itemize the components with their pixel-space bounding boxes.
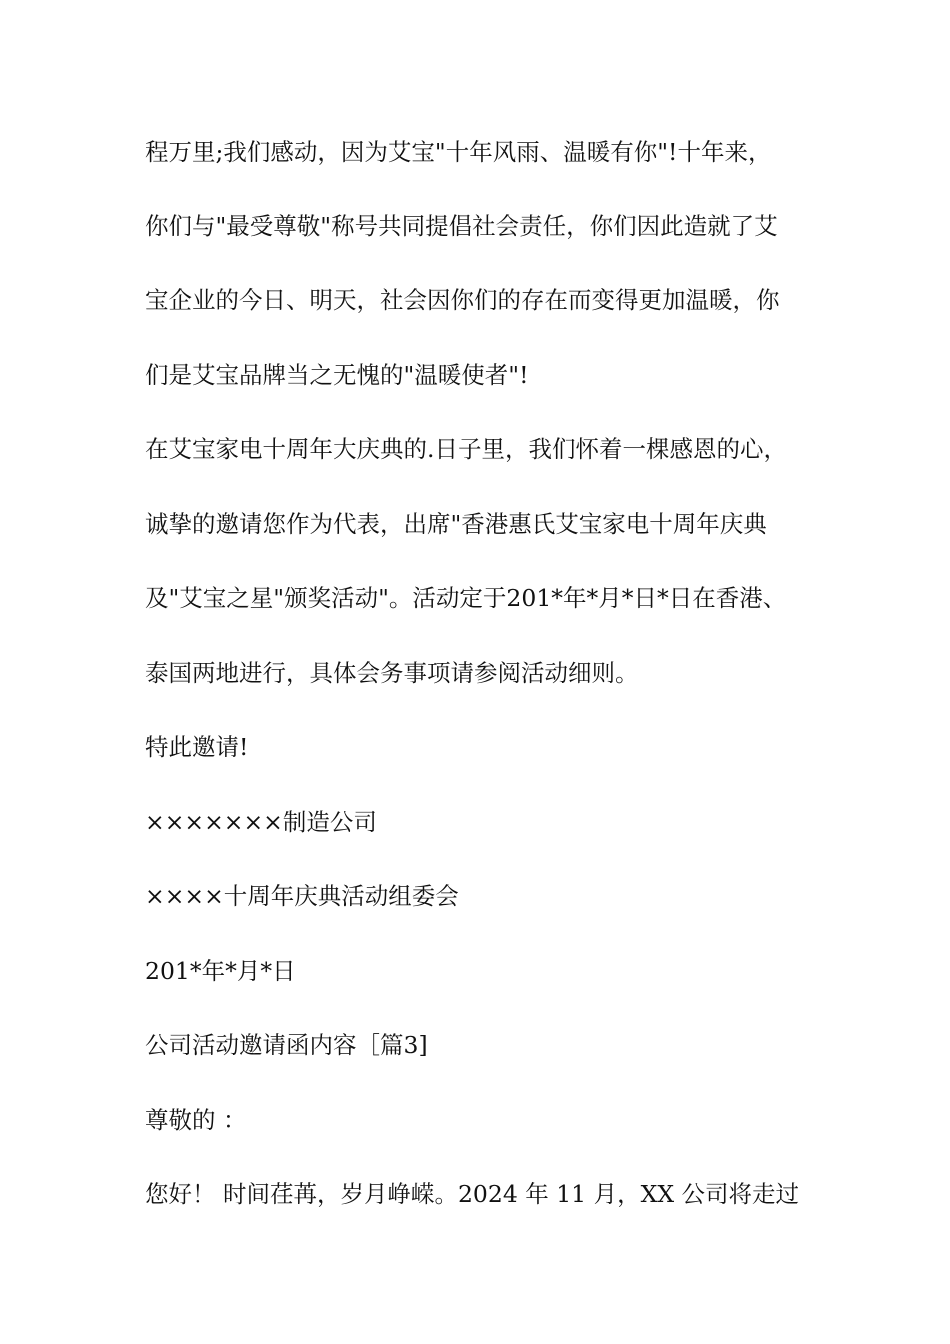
text-line: 泰国两地进行，具体会务事项请参阅活动细则。 [145, 659, 639, 687]
text-line: 们是艾宝品牌当之无愧的"温暖使者"! [145, 361, 529, 389]
text-line: 程万里;我们感动，因为艾宝"十年风雨、温暖有你"!十年来， [145, 138, 772, 166]
signature-company: ×××××××制造公司 [145, 808, 377, 836]
text-line: 宝企业的今日、明天，社会因你们的存在而变得更加温暖，你 [145, 286, 780, 314]
text-line: 您好！ 时间荏苒，岁月峥嵘。2024 年 11 月，XX 公司将走过 [145, 1180, 800, 1208]
signature-date: 201*年*月*日 [145, 957, 296, 985]
text-line: 你们与"最受尊敬"称号共同提倡社会责任，你们因此造就了艾 [145, 212, 778, 240]
closing-line: 特此邀请! [145, 733, 249, 761]
section-heading: 公司活动邀请函内容［篇3] [145, 1031, 428, 1059]
text-line: 诚挚的邀请您作为代表，出席"香港惠氏艾宝家电十周年庆典 [145, 510, 767, 538]
salutation: 尊敬的 ： [145, 1106, 247, 1134]
text-line: 在艾宝家电十周年大庆典的.日子里，我们怀着一棵感恩的心， [145, 435, 787, 463]
text-line: 及"艾宝之星"颁奖活动"。活动定于201*年*月*日*日在香港、 [145, 584, 787, 612]
signature-committee: ××××十周年庆典活动组委会 [145, 882, 459, 910]
